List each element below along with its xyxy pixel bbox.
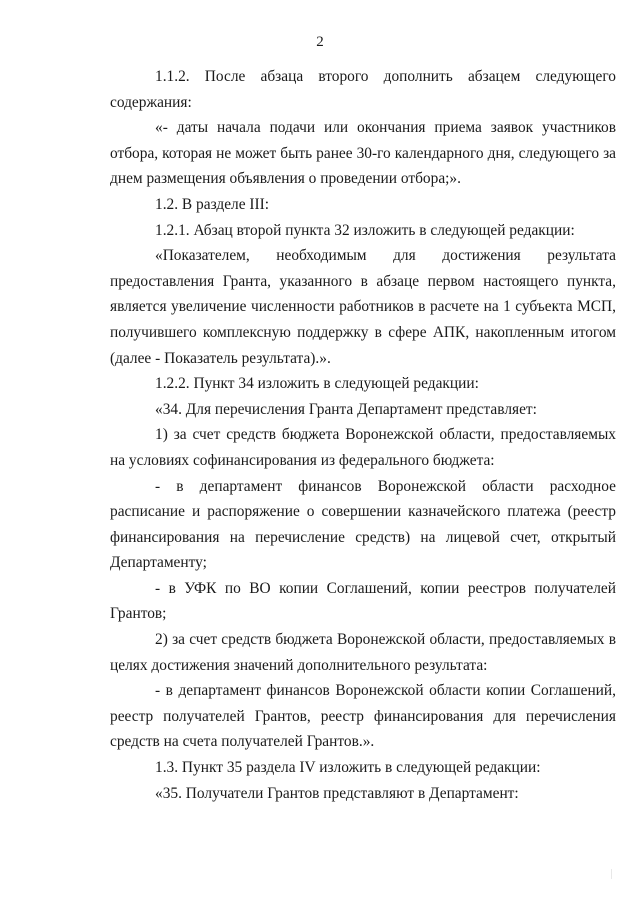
paragraph-quote-indicator: «Показателем, необходимым для достижения результата предоставления Гранта, указанного в абзаце первом настоящего пункта, является увеличение численности работников в расчете на 1 субъекта МСП, получившего комплексную поддержку в сфере АПК, накопленным итогом (далее - Показатель результата).». xyxy=(110,247,616,367)
paragraph-1-1-2: 1.1.2. После абзаца второго дополнить абзацем следующего содержания: xyxy=(110,68,616,111)
paragraph-34-1-b: - в УФК по ВО копии Соглашений, копии реестров получателей Грантов; xyxy=(110,579,616,623)
paragraph-34: «34. Для перечисления Гранта Департамент представляет: xyxy=(155,400,537,418)
paragraph-quote-dates: «- даты начала подачи или окончания приема заявок участников отбора, которая не может быть ранее 30-го календарного дня, следующего за днем размещения объявления о проведении отбора;». xyxy=(110,119,616,188)
paragraph-1-3: 1.3. Пункт 35 раздела IV изложить в следующей редакции: xyxy=(155,759,541,777)
paragraph-34-1: 1) за счет средств бюджета Воронежской области, предоставляемых на условиях софинансирования из федерального бюджета: xyxy=(110,426,616,469)
paragraph-34-2: 2) за счет средств бюджета Воронежской области, предоставляемых в целях достижения значений дополнительного результата: xyxy=(110,631,616,674)
page-number: 2 xyxy=(316,34,324,50)
paragraph-34-2-a: - в департамент финансов Воронежской области копии Соглашений, реестр получателей Грантов, реестр финансирования для перечисления средств на счета получателей Грантов.». xyxy=(110,682,616,751)
paragraph-35: «35. Получатели Грантов представляют в Департамент: xyxy=(155,784,519,802)
document-body xyxy=(110,64,616,806)
paragraph-34-1-a: - в департамент финансов Воронежской области расходное расписание и распоряжение о совершении казначейского платежа (реестр финансирования на перечисление средств) на лицевой счет, открытый Департаменту; xyxy=(110,477,616,572)
paragraph-1-2-1: 1.2.1. Абзац второй пункта 32 изложить в следующей редакции: xyxy=(155,221,575,239)
paragraph-1-2: 1.2. В разделе III: xyxy=(155,195,270,213)
paragraph-1-2-2: 1.2.2. Пункт 34 изложить в следующей редакции: xyxy=(155,375,479,393)
scan-artifact xyxy=(611,869,618,879)
